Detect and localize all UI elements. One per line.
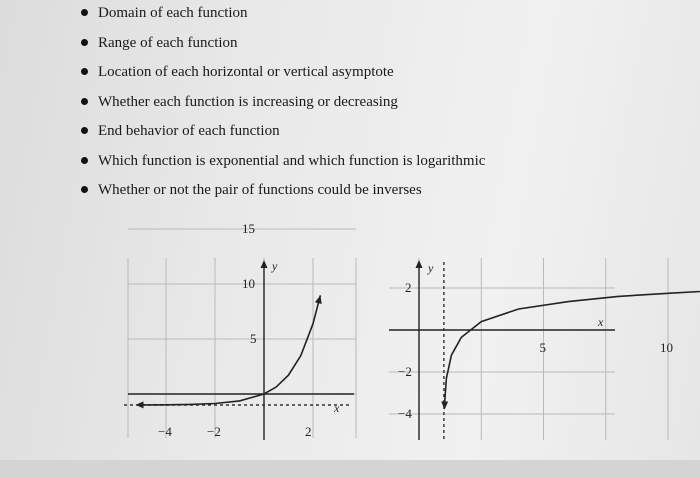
bullet-text: Whether each function is increasing or decreasing	[98, 93, 398, 110]
x-tick-label: 10	[660, 340, 673, 355]
photo-bottom-edge	[0, 460, 700, 477]
bullet-text: Location of each horizontal or vertical asymptote	[98, 64, 394, 80]
x-axis-label: x	[598, 315, 604, 329]
y-tick-label: 5	[250, 331, 257, 346]
y-tick-label: 15	[242, 221, 255, 236]
y-axis-label: y	[428, 261, 434, 275]
y-tick-label: −2	[398, 364, 412, 379]
y-tick-label: −4	[398, 406, 412, 421]
y-tick-label: 10	[242, 276, 255, 291]
x-tick-label: −2	[207, 424, 221, 439]
x-tick-label: −4	[158, 424, 172, 439]
bullet-text: Whether or not the pair of functions could be inverses	[98, 182, 422, 198]
x-tick-label: 2	[305, 424, 312, 439]
y-axis-arrow	[416, 260, 423, 268]
x-tick-label: 5	[539, 340, 546, 355]
x-axis-label: x	[334, 401, 340, 415]
y-tick-label: 2	[405, 280, 412, 295]
y-axis-label: y	[272, 259, 278, 273]
bullet-text: Domain of each function	[98, 5, 248, 21]
bullet-text: End behavior of each function	[98, 123, 280, 139]
bullet-text: Which function is exponential and which function is logarithmic	[98, 152, 486, 169]
curve-down-arrow	[441, 402, 448, 410]
bullet-text: Range of each function	[98, 34, 238, 51]
